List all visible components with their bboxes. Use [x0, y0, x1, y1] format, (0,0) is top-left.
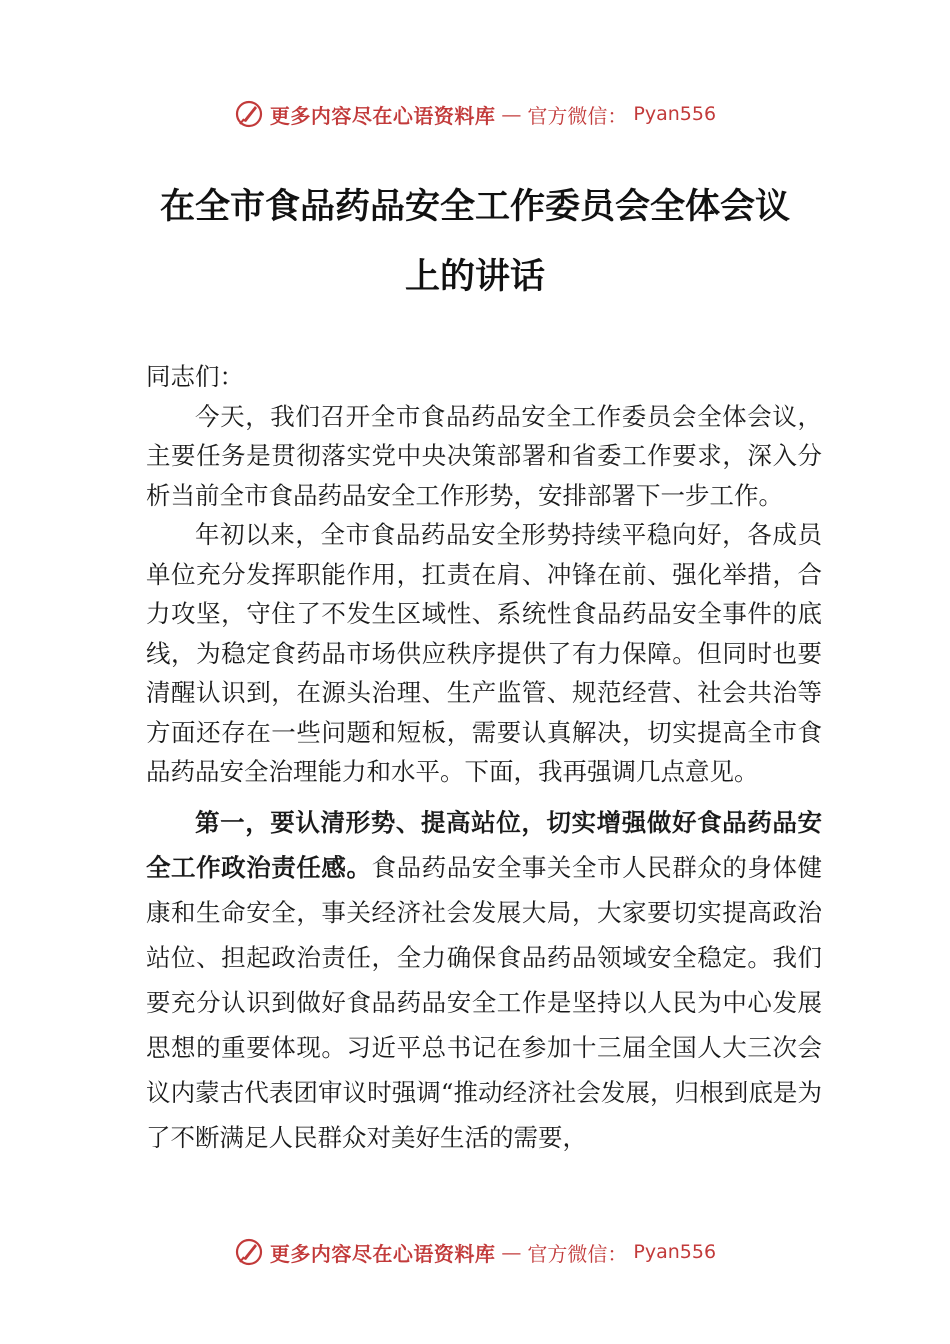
- watermark-dash: —: [501, 102, 522, 126]
- quill-logo-icon: [234, 1237, 264, 1267]
- watermark-wechat-label: 官方微信：: [527, 1241, 628, 1266]
- watermark-wechat-id: Pyan556: [633, 103, 717, 125]
- watermark-dash: —: [501, 1240, 522, 1264]
- salutation: 同志们：: [146, 362, 244, 391]
- watermark-wechat-label: 官方微信：: [527, 103, 628, 128]
- watermark-brand: 更多内容尽在心语资料库: [269, 1241, 496, 1266]
- paragraph-1: 今天，我们召开全市食品药品安全工作委员会全体会议，主要任务是贯彻落实党中央决策部署和省委工作要求，深入分析当前全市食品药品安全工作形势，安排部署下一步工作。: [146, 401, 822, 510]
- quill-logo-icon: [234, 99, 264, 129]
- document-body: [146, 357, 822, 1160]
- watermark-banner-bottom: [0, 1232, 950, 1272]
- section-1-heading: 第一，要认清形势、提高站位，切实增强做好食品药品安全工作政治责任感。: [146, 807, 822, 882]
- watermark-wechat-id: Pyan556: [633, 1241, 717, 1263]
- document-title-line1: 在全市食品药品安全工作委员会全体会议: [159, 186, 790, 227]
- section-1: [146, 800, 822, 1160]
- document-title-line2: 上的讲话: [404, 256, 545, 297]
- watermark-banner-top: [0, 94, 950, 134]
- watermark-brand: 更多内容尽在心语资料库: [269, 103, 496, 128]
- paragraph-2: 年初以来，全市食品药品安全形势持续平稳向好，各成员单位充分发挥职能作用，扛责在肩、冲锋在前、强化举措，合力攻坚，守住了不发生区域性、系统性食品药品安全事件的底线，为稳定食药品市场供应秩序提供了有力保障。但同时也要清醒认识到，在源头治理、生产监管、规范经营、社会共治等方面还存在一些问题和短板，需要认真解决，切实提高全市食品药品安全治理能力和水平。下面，我再强调几点意见。: [146, 520, 822, 786]
- section-1-body: 食品药品安全事关全市人民群众的身体健康和生命安全，事关经济社会发展大局，大家要切实提高政治站位、担起政治责任，全力确保食品药品领域安全稳定。我们要充分认识到做好食品药品安全工作是坚持以人民为中心发展思想的重要体现。习近平总书记在参加十三届全国人大三次会议内蒙古代表团审议时强调“推动经济社会发展，归根到底是为了不断满足人民群众对美好生活的需要，: [146, 852, 823, 1152]
